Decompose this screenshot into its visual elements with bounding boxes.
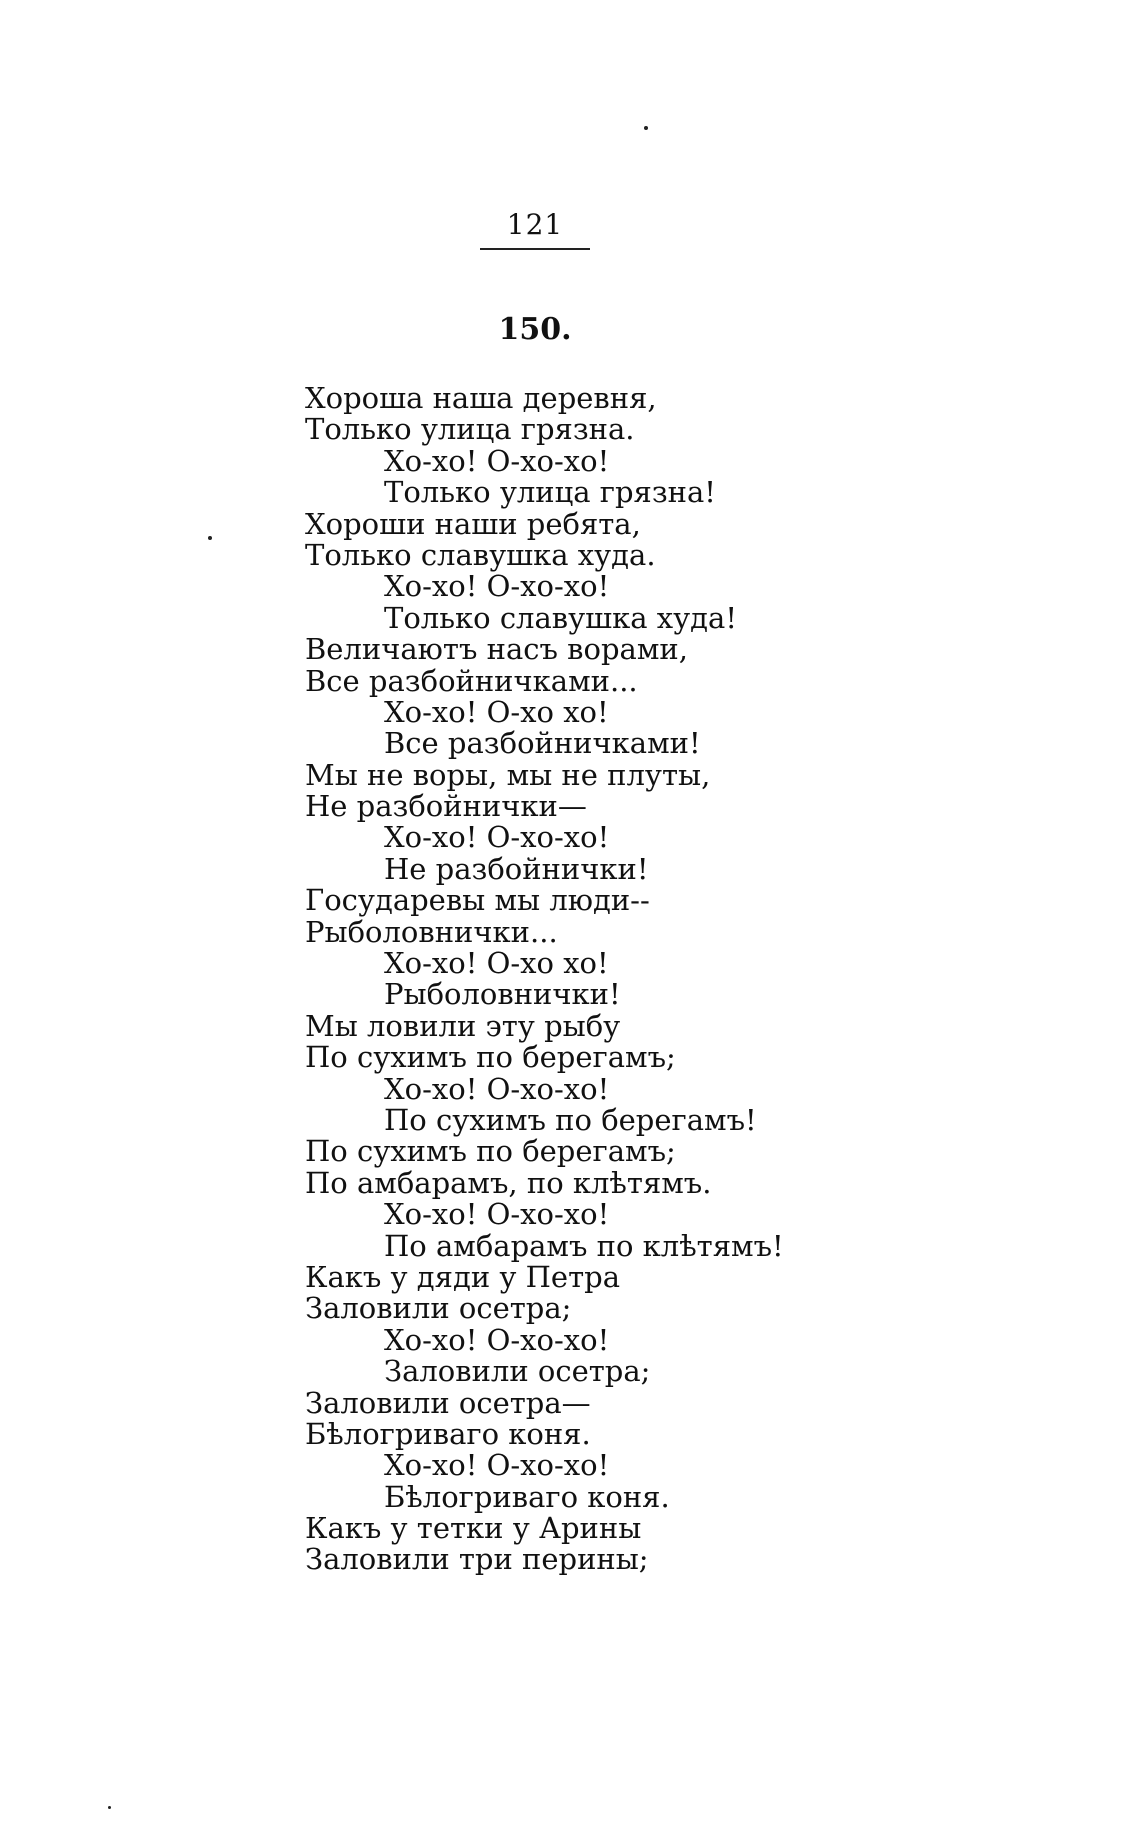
poem-line: Только славушка худа.: [305, 537, 656, 572]
poem-line: Заловили три перины;: [305, 1542, 649, 1577]
poem-refrain-line: Хо-хо! О-хо-хо!: [384, 1071, 610, 1106]
poem-refrain-line: Бѣлогриваго коня.: [384, 1479, 670, 1514]
poem-number: 150.: [498, 312, 572, 347]
poem-line: Заловили осетра—: [305, 1385, 591, 1420]
poem-line: Рыболовнички...: [305, 914, 558, 949]
poem-refrain-line: Заловили осетра;: [384, 1354, 651, 1389]
poem-refrain-line: По амбарамъ по клѣтямъ!: [384, 1228, 784, 1263]
poem-line: Только улица грязна.: [305, 412, 635, 447]
page-number-rule: [480, 248, 590, 250]
poem-line: Не разбойнички—: [305, 789, 587, 824]
poem-line: По сухимъ по берегамъ;: [305, 1134, 676, 1169]
print-speck: [208, 536, 212, 540]
poem-refrain-line: Не разбойнички!: [384, 851, 649, 886]
poem-refrain-line: Хо-хо! О-хо-хо!: [384, 443, 610, 478]
poem-line: Хороши наши ребята,: [305, 506, 641, 541]
poem-refrain-line: Хо-хо! О-хо-хо!: [384, 1322, 610, 1357]
poem-refrain-line: Хо-хо! О-хо-хо!: [384, 1448, 610, 1483]
print-speck: [644, 126, 648, 130]
poem-line: Величаютъ насъ ворами,: [305, 632, 688, 667]
poem-refrain-line: Хо-хо! О-хо-хо!: [384, 1197, 610, 1232]
poem-line: Заловили осетра;: [305, 1291, 572, 1326]
page-number: 121: [506, 208, 564, 241]
poem-line: Мы не воры, мы не плуты,: [305, 757, 711, 792]
poem-line: Мы ловили эту рыбу: [305, 1008, 621, 1043]
poem-line: Государевы мы люди--: [305, 883, 650, 918]
poem-line: Какъ у тетки у Арины: [305, 1511, 642, 1546]
poem-line: По сухимъ по берегамъ;: [305, 1040, 676, 1075]
poem-line: По амбарамъ, по клѣтямъ.: [305, 1165, 712, 1200]
poem-refrain-line: Только улица грязна!: [384, 475, 716, 510]
poem-line: Хороша наша деревня,: [305, 381, 657, 415]
poem-refrain-line: Хо-хо! О-хо хо!: [384, 694, 609, 729]
poem-refrain-line: Хо-хо! О-хо-хо!: [384, 569, 610, 604]
poem-line: Какъ у дяди у Петра: [305, 1259, 620, 1294]
poem-text: [305, 383, 865, 1576]
print-speck: [108, 1806, 111, 1809]
poem-refrain-line: Рыболовнички!: [384, 977, 621, 1012]
poem-refrain-line: Хо-хо! О-хо хо!: [384, 946, 609, 981]
poem-refrain-line: Только славушка худа!: [384, 600, 737, 635]
poem-line: Бѣлогриваго коня.: [305, 1416, 591, 1451]
poem-refrain-line: Все разбойничками!: [384, 726, 701, 761]
poem-refrain-line: Хо-хо! О-хо-хо!: [384, 820, 610, 855]
poem-refrain-line: По сухимъ по берегамъ!: [384, 1102, 757, 1137]
poem-line: Все разбойничками...: [305, 663, 638, 698]
